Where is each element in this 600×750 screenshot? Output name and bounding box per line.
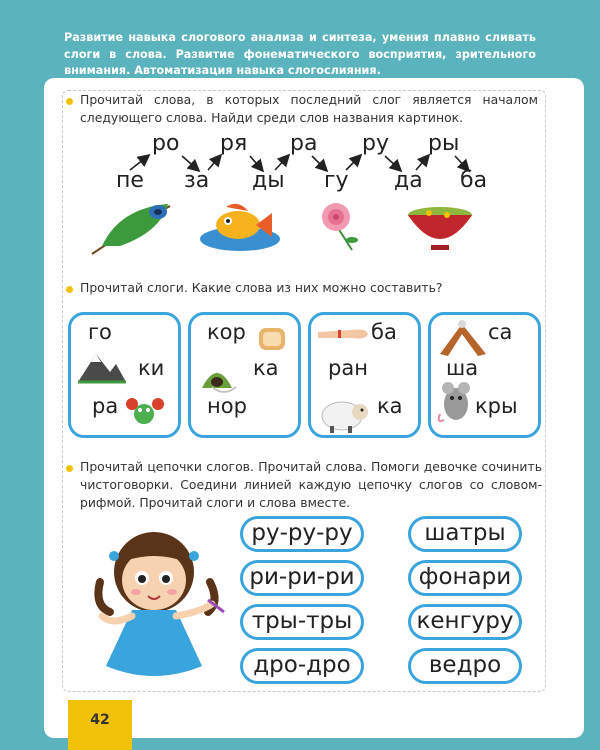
rat-picture [436, 380, 476, 426]
box4-syllable-3: кры [475, 394, 518, 418]
word-pill[interactable]: шатры [408, 516, 522, 552]
page-number-tab [68, 700, 132, 750]
task1-instruction: Прочитай слова, в которых последний слог является началом следующего слова. Найди среди слов названия картинок. [80, 92, 538, 125]
header-text: Развитие навыка слогового анализа и синтеза, умения плавно сливать слоги в слова. Развитие фонематического восприятия, зрительного внимания. Автоматизация навыка слогослияния. [64, 31, 536, 77]
feather-picture [90, 198, 180, 258]
bullet-task2 [66, 286, 73, 293]
box3-syllable-3: ка [377, 394, 403, 418]
page-number: 42 [90, 712, 110, 728]
syllable-top: ра [290, 131, 318, 156]
soup-bowl-picture [405, 203, 475, 253]
box4-syllable-1: са [488, 320, 513, 344]
fish-picture [198, 203, 283, 253]
boomerang-picture [436, 316, 490, 358]
syllable-bottom: гу [324, 168, 349, 193]
syllable-bottom: ба [460, 168, 488, 193]
syllable-top: ря [220, 131, 248, 156]
word-pill[interactable]: ведро [408, 648, 522, 684]
word-pill[interactable]: кенгуру [408, 604, 522, 640]
syllable-top: ро [152, 131, 180, 156]
box2-syllable-2: ка [253, 356, 279, 380]
box1-syllable-2: ки [138, 356, 165, 380]
box3-syllable-1: ба [371, 320, 397, 344]
underline-arcs [210, 383, 300, 397]
chain-pill[interactable]: ру-ру-ру [240, 516, 364, 552]
mountain-picture [76, 348, 128, 384]
box2-syllable-3: нор [207, 394, 247, 418]
syllable-bottom: пе [116, 168, 144, 193]
box2-syllable-1: кор [207, 320, 246, 344]
hand-picture [316, 322, 372, 344]
box4-syllable-2: ша [446, 356, 479, 380]
sheep-picture [318, 396, 370, 434]
task3-instruction: Прочитай цепочки слогов. Прочитай слова. Помоги девочке сочинить чистоговорки. Соедини линией каждую цепочку слогов со словом-рифмой. Прочитай слоги и слова вместе. [80, 459, 542, 510]
box3-syllable-2: ран [328, 356, 368, 380]
syllable-bottom: да [394, 168, 423, 193]
syllable-bottom: ды [252, 168, 285, 193]
bread-picture [256, 322, 290, 354]
chain-pill[interactable]: тры-тры [240, 604, 364, 640]
task2-instruction: Прочитай слоги. Какие слова из них можно составить? [80, 280, 443, 295]
crab-frog-picture [122, 394, 168, 430]
girl-picture [92, 516, 232, 686]
syllable-top: ру [362, 131, 389, 156]
box1-syllable-3: ра [92, 394, 119, 418]
chain-pill[interactable]: ри-ри-ри [240, 560, 364, 596]
bullet-task3 [66, 465, 73, 472]
rose-picture [318, 200, 368, 255]
syllable-bottom: за [184, 168, 210, 193]
word-pill[interactable]: фонари [408, 560, 522, 596]
chain-pill[interactable]: дро-дро [240, 648, 364, 684]
syllable-top: ры [428, 131, 460, 156]
box1-syllable-1: го [88, 320, 112, 344]
